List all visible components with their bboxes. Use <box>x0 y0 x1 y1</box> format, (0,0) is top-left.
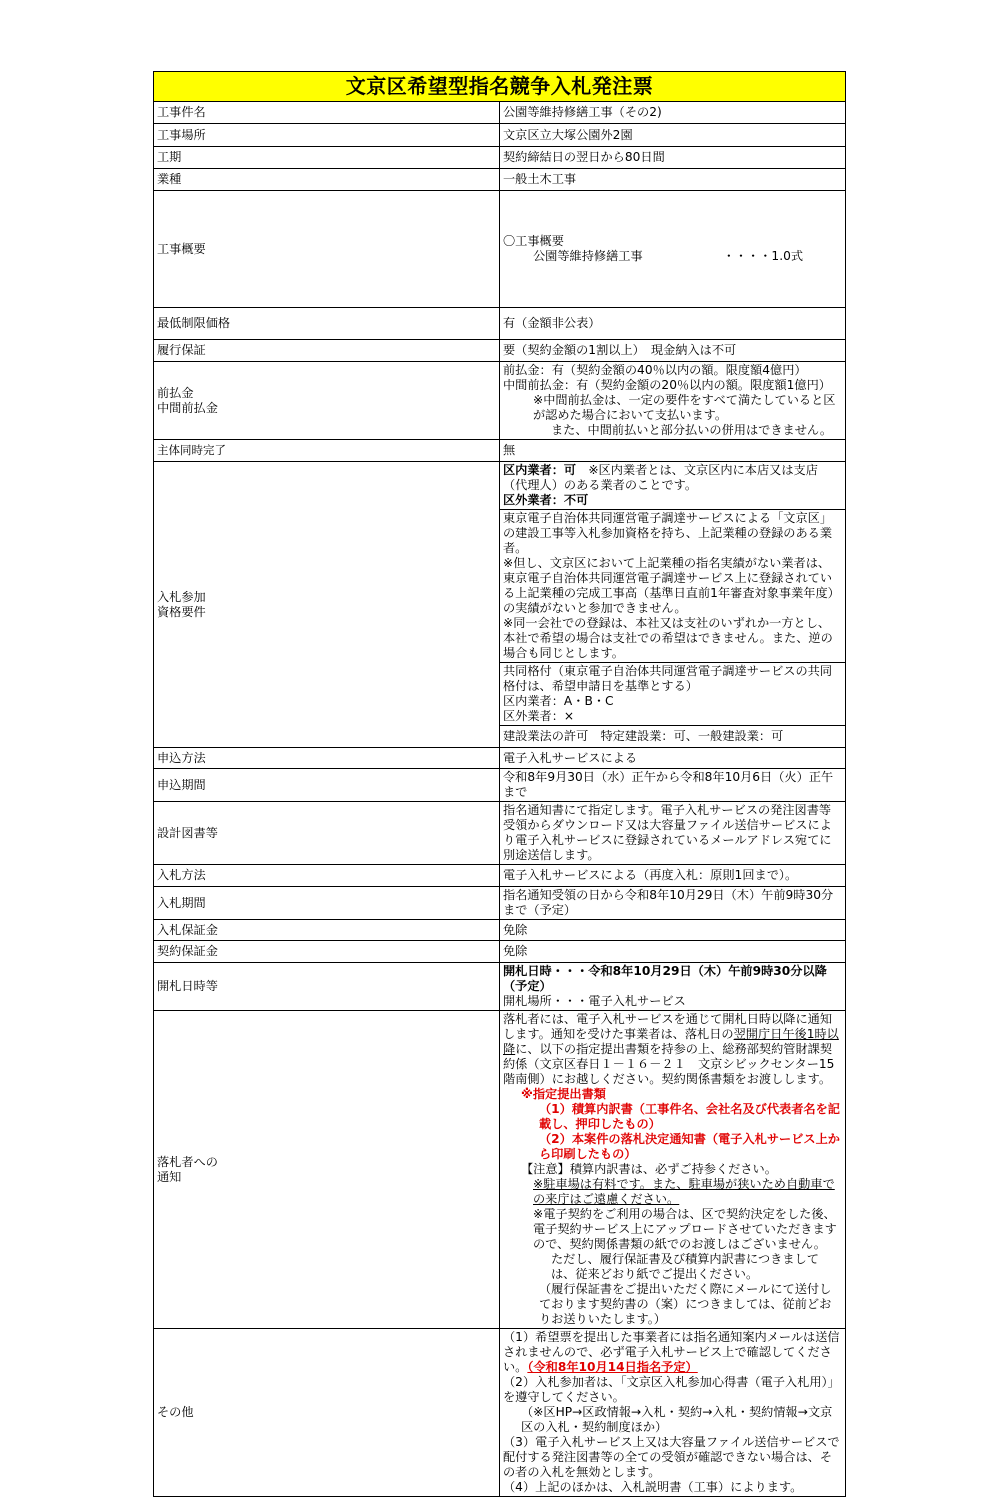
row-bid-period <box>154 887 846 920</box>
value-project-name: 公園等維持修繕工事（その2) <box>500 102 846 124</box>
qual-in-note: ※区内業者とは、文京区内に本店又は支店（代理人）のある業者のことです。 <box>503 463 818 492</box>
qual-jv2: 区内業者：A・B・C <box>503 694 614 708</box>
other-l3: （3）電子入札サービス上又は大容量ファイル送信サービスで配付する発注図書等の全ての受領が確認できない場合は、その者の入札を無効とします。 <box>503 1435 840 1479</box>
overview-item <box>503 249 842 264</box>
row-winner <box>154 1011 846 1329</box>
value-other <box>500 1329 846 1497</box>
label-winner-1: 落札者への <box>157 1154 218 1169</box>
other-l1a: （1）希望票を提出した事業者には指名通知案内メールは送信されませんので、必ず電子入札サービス上で確認してください。 <box>503 1330 840 1374</box>
row-min-price <box>154 308 846 340</box>
winner-p1b: に、以下の指定提出書類を持参の上、総務部契約管財課契約係（文京区春日１－１６－２１ 文京シビックセンター15階南側）にお越しください。契約関係書類をお渡しします。 <box>503 1042 835 1086</box>
label-min-price: 最低制限価格 <box>154 308 500 340</box>
winner-note4: ただし、履行保証書及び積算内訳書につきましては、従来どおり紙でご提出ください。 <box>551 1252 819 1281</box>
winner-p1u: 翌開庁日午後1時以降 <box>503 1027 839 1056</box>
value-min-price: 有（金額非公表） <box>500 308 846 340</box>
value-bid-period: 指名通知受領の日から令和8年10月29日（木）午前9時30分まで（予定） <box>500 887 846 920</box>
value-opening <box>500 963 846 1011</box>
label-prepayment <box>154 362 500 440</box>
label-overview: 工事概要 <box>154 191 500 308</box>
value-bid-bond: 免除 <box>500 920 846 941</box>
row-opening <box>154 963 846 1011</box>
qual-in-label: 区内業者：可 <box>503 463 577 477</box>
label-apply: 申込方法 <box>154 748 500 769</box>
winner-req2: （2）本案件の落札決定通知書（電子入札サービス上から印刷したもの） <box>539 1132 840 1161</box>
label-prepayment-1: 前払金 <box>157 385 194 400</box>
label-design: 設計図書等 <box>154 802 500 865</box>
row-kind <box>154 169 846 191</box>
value-project-place: 文京区立大塚公園外2園 <box>500 124 846 147</box>
row-overview <box>154 191 846 308</box>
overview-line1: 〇工事概要 <box>503 234 564 248</box>
prepay-line1: 前払金：有（契約金額の40％以内の額。限度額4億円） <box>503 363 807 377</box>
winner-p1a: 落札者には、電子入札サービスを通じて開札日時以降に通知します。通知を受けた事業者は、落札日の <box>503 1012 833 1041</box>
opening-line2: 開札場所・・・電子入札サービス <box>503 994 686 1008</box>
value-qual-jv <box>500 663 846 726</box>
value-design: 指名通知書にて指定します。電子入札サービスの発注図書等受領からダウンロード又は大容量ファイル送信サービスにより電子入札サービスに登録されているメールアドレス宛てに別途送信します。 <box>500 802 846 865</box>
winner-note5: （履行保証書をご提出いただく際にメールにて送付しております契約書の（案）につきましては、従前どおりお送りいたします。） <box>539 1282 832 1326</box>
winner-note1: 【注意】積算内訳書は、必ずご持参ください。 <box>521 1162 777 1176</box>
other-l2: （2）入札参加者は、「文京区入札参加心得書（電子入札用）」を遵守してください。 <box>503 1375 840 1404</box>
other-l2b: （※区HP→区政情報→入札・契約→入札・契約情報→文京区の入札・契約制度ほか） <box>521 1405 833 1434</box>
row-simultaneous <box>154 440 846 462</box>
value-period: 契約締結日の翌日から80日間 <box>500 147 846 169</box>
qual-p2: ※但し、文京区において上記業種の指名実績がない業者は、東京電子自治体共同運営電子調達サービス上に登録されている上記業種の完成工事高（基準日直前1年審査対象事業年度）の実績がないと参加できません。 <box>503 556 840 615</box>
order-sheet <box>153 71 846 1497</box>
value-qual-license: 建設業法の許可 特定建設業：可、一般建設業：可 <box>500 726 846 748</box>
row-apply-period <box>154 769 846 802</box>
label-simultaneous: 主体同時完了 <box>154 440 500 462</box>
label-bid-period: 入札期間 <box>154 887 500 920</box>
qual-p3: ※同一会社での登録は、本社又は支社のいずれか一方とし、本社で希望の場合は支社での希望はできません。また、逆の場合も同じとします。 <box>503 616 833 660</box>
label-bid-method: 入札方法 <box>154 865 500 887</box>
row-bid-bond <box>154 920 846 941</box>
label-other: その他 <box>154 1329 500 1497</box>
prepay-line2: 中間前払金：有（契約金額の20％以内の額。限度額1億円） <box>503 378 831 392</box>
value-winner <box>500 1011 846 1329</box>
row-other <box>154 1329 846 1497</box>
other-l1 <box>503 1330 842 1375</box>
row-design <box>154 802 846 865</box>
label-qual-1: 入札参加 <box>157 589 206 604</box>
winner-note3: ※電子契約をご利用の場合は、区で契約決定をした後、電子契約サービス上にアップロードさせていただきますので、契約関係書類の紙でのお渡しはございません。 <box>533 1207 837 1251</box>
value-simultaneous: 無 <box>500 440 846 462</box>
value-overview <box>500 191 846 308</box>
label-qualification <box>154 462 500 748</box>
label-period: 工期 <box>154 147 500 169</box>
winner-req-head: ※指定提出書類 <box>521 1087 606 1101</box>
row-project-name <box>154 102 846 124</box>
overview-item-name: 公園等維持修繕工事 <box>533 249 643 263</box>
value-guarantee: 要（契約金額の1割以上） 現金納入は不可 <box>500 340 846 362</box>
label-guarantee: 履行保証 <box>154 340 500 362</box>
overview-item-qty: ・・・・1.0式 <box>722 249 804 263</box>
value-contract-bond: 免除 <box>500 941 846 963</box>
other-l4: （4）上記のほかは、入札説明書（工事）によります。 <box>503 1480 803 1494</box>
label-apply-period: 申込期間 <box>154 769 500 802</box>
label-project-place: 工事場所 <box>154 124 500 147</box>
other-l1r: （令和8年10月14日指名予定） <box>527 1360 698 1374</box>
label-winner <box>154 1011 500 1329</box>
winner-req1: （1）積算内訳書（工事件名、会社名及び代表者名を記載し、押印したもの） <box>539 1102 840 1131</box>
row-qual-area <box>154 462 846 510</box>
label-opening: 開札日時等 <box>154 963 500 1011</box>
row-guarantee <box>154 340 846 362</box>
order-table <box>153 71 846 1497</box>
label-prepayment-2: 中間前払金 <box>157 400 218 415</box>
page-title: 文京区希望型指名競争入札発注票 <box>154 72 846 102</box>
prepay-line4: また、中間前払いと部分払いの併用はできません。 <box>551 423 833 437</box>
value-prepayment <box>500 362 846 440</box>
value-qual-detail <box>500 510 846 663</box>
winner-note2: ※駐車場は有料です。また、駐車場が狭いため自動車での来庁はご遠慮ください。 <box>533 1177 835 1206</box>
label-contract-bond: 契約保証金 <box>154 941 500 963</box>
row-period <box>154 147 846 169</box>
label-qual-2: 資格要件 <box>157 604 206 619</box>
value-bid-method: 電子入札サービスによる（再度入札：原則1回まで）。 <box>500 865 846 887</box>
row-apply <box>154 748 846 769</box>
prepay-line3: ※中間前払金は、一定の要件をすべて満たしていると区が認めた場合において支払います。 <box>533 393 836 422</box>
label-winner-2: 通知 <box>157 1169 182 1184</box>
qual-jv1: 共同格付（東京電子自治体共同運営電子調達サービスの共同格付は、希望申請日を基準とする） <box>503 664 833 693</box>
value-kind: 一般土木工事 <box>500 169 846 191</box>
qual-jv3: 区外業者：× <box>503 709 575 723</box>
row-bid-method <box>154 865 846 887</box>
label-project-name: 工事件名 <box>154 102 500 124</box>
value-apply-period: 令和8年9月30日（水）正午から令和8年10月6日（火）正午まで <box>500 769 846 802</box>
value-apply: 電子入札サービスによる <box>500 748 846 769</box>
winner-p1 <box>503 1012 842 1087</box>
label-bid-bond: 入札保証金 <box>154 920 500 941</box>
value-qual-area <box>500 462 846 510</box>
row-contract-bond <box>154 941 846 963</box>
row-project-place <box>154 124 846 147</box>
qual-p1: 東京電子自治体共同運営電子調達サービスによる「文京区」の建設工事等入札参加資格を持ち、上記業種の登録のある業者。 <box>503 511 833 555</box>
row-prepayment <box>154 362 846 440</box>
label-kind: 業種 <box>154 169 500 191</box>
qual-out-label: 区外業者：不可 <box>503 493 589 507</box>
opening-line1: 開札日時・・・令和8年10月29日（木）午前9時30分以降（予定） <box>503 964 827 993</box>
